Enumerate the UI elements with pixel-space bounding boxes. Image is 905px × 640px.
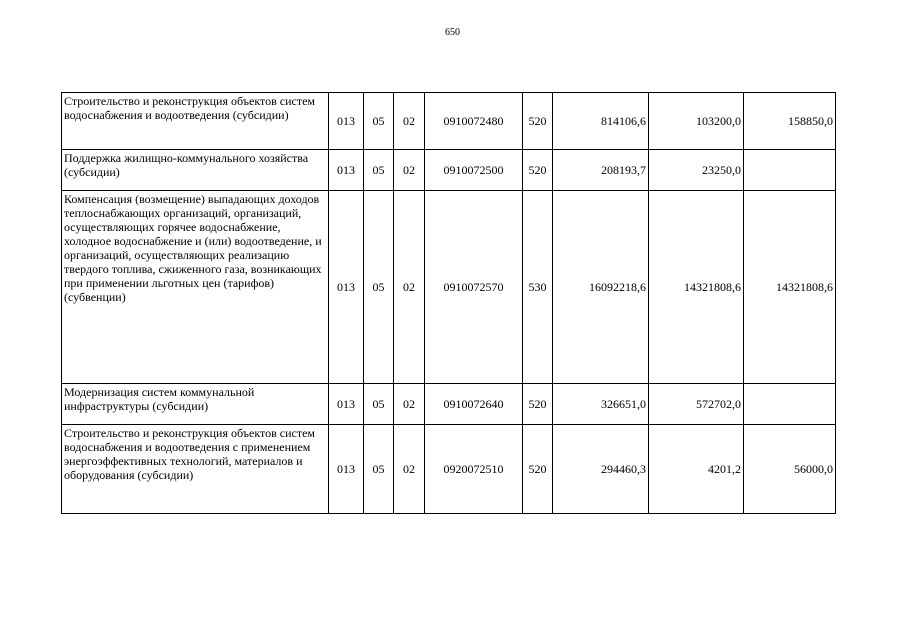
table-row — [62, 150, 836, 191]
target-code: 0910072640 — [425, 384, 523, 425]
item-name: Поддержка жилищно-коммунального хозяйства (субсидии) — [62, 150, 329, 191]
amount-2: 4201,2 — [649, 425, 744, 514]
amount-3 — [744, 150, 836, 191]
amount-1: 326651,0 — [553, 384, 649, 425]
section-code: 05 — [364, 384, 394, 425]
amount-2: 572702,0 — [649, 384, 744, 425]
table-row — [62, 93, 836, 150]
target-code: 0910072480 — [425, 93, 523, 150]
item-name: Компенсация (возмещение) выпадающих доходов теплоснабжающих организаций, организаций, осуществляющих горячее водоснабжение, холодное водоснабжение и (или) водоотведение, и организаций, осуществляющих реализацию твердого топлива, сжиженного газа, возникающих при применении льготных цен (тарифов) (субвенции) — [62, 191, 329, 384]
expense-type-code: 520 — [523, 425, 553, 514]
subsection-code: 02 — [394, 191, 425, 384]
amount-3: 56000,0 — [744, 425, 836, 514]
amount-3: 14321808,6 — [744, 191, 836, 384]
item-name: Строительство и реконструкция объектов систем водоснабжения и водоотведения (субсидии) — [62, 93, 329, 150]
amount-2: 14321808,6 — [649, 191, 744, 384]
subsection-code: 02 — [394, 425, 425, 514]
table-row — [62, 425, 836, 514]
item-name: Модернизация систем коммунальной инфраструктуры (субсидии) — [62, 384, 329, 425]
budget-table — [61, 92, 836, 514]
amount-1: 208193,7 — [553, 150, 649, 191]
subsection-code: 02 — [394, 93, 425, 150]
expense-type-code: 530 — [523, 191, 553, 384]
subsection-code: 02 — [394, 384, 425, 425]
section-code: 05 — [364, 425, 394, 514]
amount-2: 103200,0 — [649, 93, 744, 150]
page-number: 650 — [445, 27, 460, 38]
target-code: 0920072510 — [425, 425, 523, 514]
expense-type-code: 520 — [523, 384, 553, 425]
ministry-code: 013 — [329, 425, 364, 514]
ministry-code: 013 — [329, 93, 364, 150]
expense-type-code: 520 — [523, 93, 553, 150]
amount-3: 158850,0 — [744, 93, 836, 150]
amount-3 — [744, 384, 836, 425]
section-code: 05 — [364, 150, 394, 191]
item-name: Строительство и реконструкция объектов систем водоснабжения и водоотведения с применением энергоэффективных технологий, материалов и оборудования (субсидии) — [62, 425, 329, 514]
expense-type-code: 520 — [523, 150, 553, 191]
ministry-code: 013 — [329, 191, 364, 384]
amount-1: 294460,3 — [553, 425, 649, 514]
table-row — [62, 384, 836, 425]
section-code: 05 — [364, 93, 394, 150]
amount-1: 16092218,6 — [553, 191, 649, 384]
subsection-code: 02 — [394, 150, 425, 191]
amount-1: 814106,6 — [553, 93, 649, 150]
ministry-code: 013 — [329, 384, 364, 425]
table-row — [62, 191, 836, 384]
section-code: 05 — [364, 191, 394, 384]
amount-2: 23250,0 — [649, 150, 744, 191]
target-code: 0910072570 — [425, 191, 523, 384]
target-code: 0910072500 — [425, 150, 523, 191]
ministry-code: 013 — [329, 150, 364, 191]
